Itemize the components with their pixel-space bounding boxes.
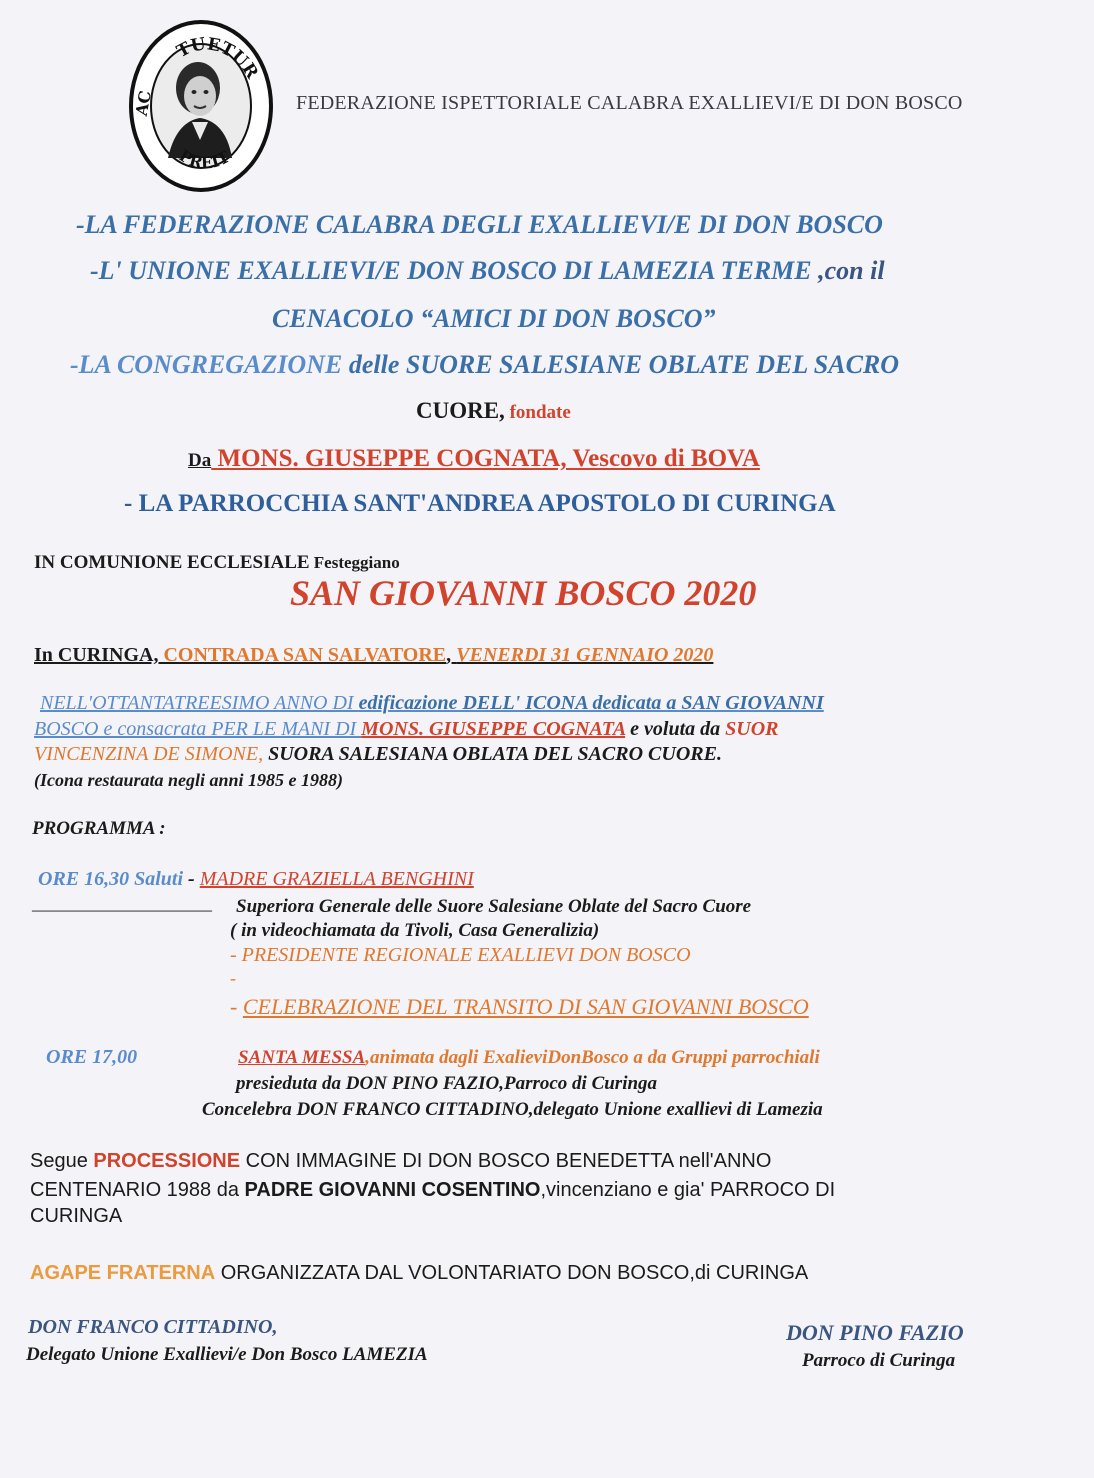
festeggiano-text: Festeggiano bbox=[309, 553, 400, 572]
seal-bottom-text: PREIT bbox=[175, 145, 233, 173]
da-word: Da bbox=[188, 450, 212, 471]
anniversary-line-4: (Icona restaurata negli anni 1985 e 1988) bbox=[34, 770, 344, 790]
organizer-line-2-main: -L' UNIONE EXALLIEVI/E DON BOSCO DI LAMEZIA TERME bbox=[90, 256, 812, 285]
procession-l2c: ,vincenziano e gia' PARROCO DI bbox=[540, 1179, 836, 1201]
agape-detail: ORGANIZZATA DAL VOLONTARIATO DON BOSCO,di CURINGA bbox=[215, 1262, 809, 1284]
slot-2-time: ORE 17,00 bbox=[46, 1046, 138, 1068]
organizer-line-1: -LA FEDERAZIONE CALABRA DEGLI EXALLIEVI/E DI DON BOSCO bbox=[76, 210, 883, 239]
location-sep: , bbox=[446, 644, 457, 666]
slot-2-mass bbox=[238, 1047, 820, 1069]
procession-line-3: CURINGA bbox=[30, 1205, 123, 1227]
communion-text: IN COMUNIONE ECCLESIALE bbox=[34, 552, 310, 573]
congregation-label: -LA CONGREGAZIONE bbox=[70, 350, 343, 379]
signature-left-name: DON FRANCO CITTADINO, bbox=[28, 1316, 278, 1338]
anniversary-line-2 bbox=[34, 718, 779, 741]
organizer-line-6 bbox=[188, 445, 760, 473]
location-line bbox=[34, 644, 713, 667]
anniversary-l2c: e voluta da bbox=[625, 718, 726, 740]
procession-word: PROCESSIONE bbox=[93, 1150, 241, 1172]
slot-1-celebration bbox=[230, 994, 809, 1020]
slot-2-presider: presieduta da DON PINO FAZIO,Parroco di Curinga bbox=[236, 1073, 658, 1094]
communion-line bbox=[34, 552, 400, 574]
agape-line bbox=[30, 1262, 808, 1285]
slot-1-role: Superiora Generale delle Suore Salesiane Oblate del Sacro Cuore bbox=[236, 896, 752, 917]
organizer-line-4 bbox=[70, 350, 899, 380]
anniversary-l1a: NELL'OTTANTATREESIMO ANNO DI bbox=[40, 692, 359, 714]
anniversary-bishop: MONS. GIUSEPPE COGNATA bbox=[361, 718, 626, 740]
location-contrada: CONTRADA SAN SALVATORE bbox=[158, 644, 447, 666]
procession-l2a: CENTENARIO 1988 da bbox=[30, 1179, 245, 1201]
event-date: VENERDI 31 GENNAIO 2020 bbox=[456, 644, 714, 666]
anniversary-l1b: edificazione DELL' ICONA dedicata a SAN GIOVANNI bbox=[358, 692, 824, 714]
organizer-line-3: CENACOLO “AMICI DI DON BOSCO” bbox=[272, 304, 716, 333]
program-heading: PROGRAMMA : bbox=[32, 818, 166, 839]
slot-1-time: ORE 16,30 Saluti bbox=[38, 868, 184, 890]
seal-left-text: AC bbox=[131, 89, 155, 118]
slot-2-concelebrant: Concelebra DON FRANCO CITTADINO,delegato Unione exallievi di Lamezia bbox=[202, 1099, 823, 1120]
cuore-word: CUORE, bbox=[416, 398, 505, 423]
celebration-dash: - bbox=[230, 994, 243, 1019]
seal-arc-text: TUETUR bbox=[173, 34, 262, 83]
slot-1-speaker: MADRE GRAZIELLA BENGHINI bbox=[199, 868, 474, 890]
anniversary-line-1 bbox=[40, 692, 824, 715]
procession-line-1 bbox=[30, 1150, 771, 1173]
celebration-text: CELEBRAZIONE DEL TRANSITO DI SAN GIOVANNI BOSCO bbox=[242, 994, 809, 1019]
organizer-line-2-tail: ,con il bbox=[811, 256, 885, 285]
fondate-word: fondate bbox=[504, 402, 571, 423]
slot-1-rule: ____________________ bbox=[32, 893, 212, 913]
slot-1-note: ( in videochiamata da Tivoli, Casa Generalizia) bbox=[230, 920, 600, 941]
event-title: SAN GIOVANNI BOSCO 2020 bbox=[290, 573, 757, 613]
founder-name: MONS. GIUSEPPE COGNATA, Vescovo di BOVA bbox=[211, 445, 760, 472]
anniversary-line-3 bbox=[34, 743, 722, 766]
seal-logo bbox=[128, 18, 274, 194]
federation-header: FEDERAZIONE ISPETTORIALE CALABRA EXALLIEVI/E DI DON BOSCO bbox=[296, 92, 963, 114]
mass-title: SANTA MESSA bbox=[238, 1047, 366, 1068]
slot-1-dash: - bbox=[183, 868, 200, 890]
anniversary-suor: SUOR bbox=[725, 718, 779, 740]
organizer-line-5 bbox=[416, 398, 571, 424]
program-slot-1 bbox=[38, 868, 474, 891]
location-city: In CURINGA, bbox=[34, 644, 159, 666]
procession-l1-tail: CON IMMAGINE DI DON BOSCO BENEDETTA nell'ANNO bbox=[240, 1150, 772, 1172]
signature-left-role: Delegato Unione Exallievi/e Don Bosco LAMEZIA bbox=[26, 1344, 428, 1365]
procession-segue: Segue bbox=[30, 1150, 94, 1172]
anniversary-l3b: SUORA SALESIANA OBLATA DEL SACRO CUORE. bbox=[263, 743, 722, 765]
procession-line-2 bbox=[30, 1179, 835, 1202]
mass-detail: ,animata dagli ExalieviDonBosco a da Gruppi parrochiali bbox=[365, 1047, 820, 1068]
organizer-line-7: - LA PARROCCHIA SANT'ANDREA APOSTOLO DI CURINGA bbox=[124, 490, 836, 517]
congregation-name: delle SUORE SALESIANE OBLATE DEL SACRO bbox=[342, 350, 900, 379]
slot-1-separator: - bbox=[230, 968, 236, 988]
agape-title: AGAPE FRATERNA bbox=[30, 1262, 216, 1284]
slot-1-president: - PRESIDENTE REGIONALE EXALLIEVI DON BOSCO bbox=[230, 944, 691, 966]
anniversary-l2a: BOSCO e consacrata PER LE MANI DI bbox=[34, 718, 362, 740]
signature-right-role: Parroco di Curinga bbox=[802, 1350, 956, 1371]
anniversary-nun-name: VINCENZINA DE SIMONE, bbox=[34, 743, 264, 765]
organizer-line-2 bbox=[90, 256, 885, 286]
signature-right-name: DON PINO FAZIO bbox=[786, 1320, 964, 1345]
procession-priest: PADRE GIOVANNI COSENTINO bbox=[244, 1179, 541, 1201]
